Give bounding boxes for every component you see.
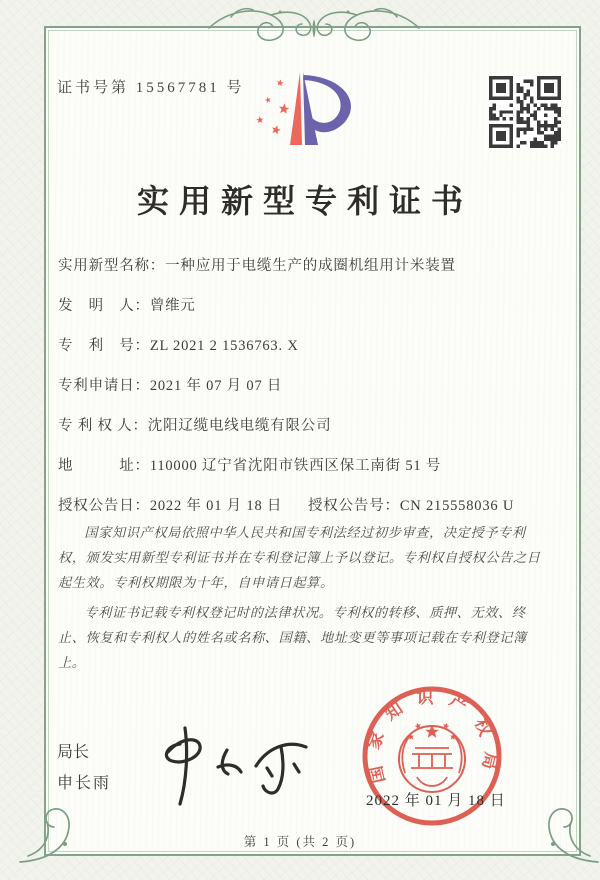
field-value: 110000 辽宁省沈阳市铁西区保工南街 51 号 [149,458,442,474]
field-value: 2022 年 01 月 18 日 [149,498,283,514]
page-number: 第 1 页 (共 2 页) [243,835,357,849]
director-signature [140,720,325,815]
legal-paragraph-2: 专利证书记载专利权登记时的法律状况。专利权的转移、质押、无效、终止、恢复和专利权人的姓名或名称、国籍、地址变更等事项记载在专利登记簿上。 [58,605,527,670]
field-row [58,294,550,334]
field-label: 发 明 人： [58,298,150,314]
field-row [58,454,550,494]
director-name: 申长雨 [57,775,112,792]
field-value: 一种应用于电缆生产的成圈机组用计米装置 [165,258,456,274]
field-value: ZL 2021 2 1536763. X [149,338,299,354]
legal-text [58,520,547,675]
field-label: 专 利 号： [58,338,150,354]
field-row [58,334,550,374]
director-title: 局长 [57,744,90,761]
cnipa-logo-icon [243,66,373,168]
qr-code [489,76,561,148]
certificate-title: 实用新型专利证书 [136,183,473,219]
field-label: 专 利 权 人： [58,418,148,434]
field-label: 授权公告号： [308,498,400,514]
legal-paragraph-1: 国家知识产权局依照中华人民共和国专利法经过初步审查，决定授予专利权，颁发实用新型专利证书并在专利登记簿上予以登记。专利权自授权公告之日起生效。专利权期限为十年，自申请日起算。 [58,525,541,590]
field-row [58,254,550,294]
seal-text: 国家知识产权局 [363,687,501,785]
field-row [58,414,550,454]
field-row [58,374,550,414]
field-value: 曾维元 [149,298,196,314]
field-label: 地 址： [58,458,150,474]
field-value: 2021 年 07 月 07 日 [149,378,283,394]
seal-date: 2022 年 01 月 18 日 [366,793,506,809]
director-block [57,737,111,799]
certificate-fields [58,254,550,534]
field-label: 授权公告日： [58,498,150,514]
svg-text:国家知识产权局 [363,688,501,785]
certificate-number: 证书号第 15567781 号 [57,80,245,96]
field-label: 实用新型名称： [58,258,166,274]
field-value: CN 215558036 U [399,498,515,514]
top-border-ornament-icon [208,4,420,52]
field-label: 专利申请日： [58,378,150,394]
field-value: 沈阳辽缆电线电缆有限公司 [147,418,332,434]
